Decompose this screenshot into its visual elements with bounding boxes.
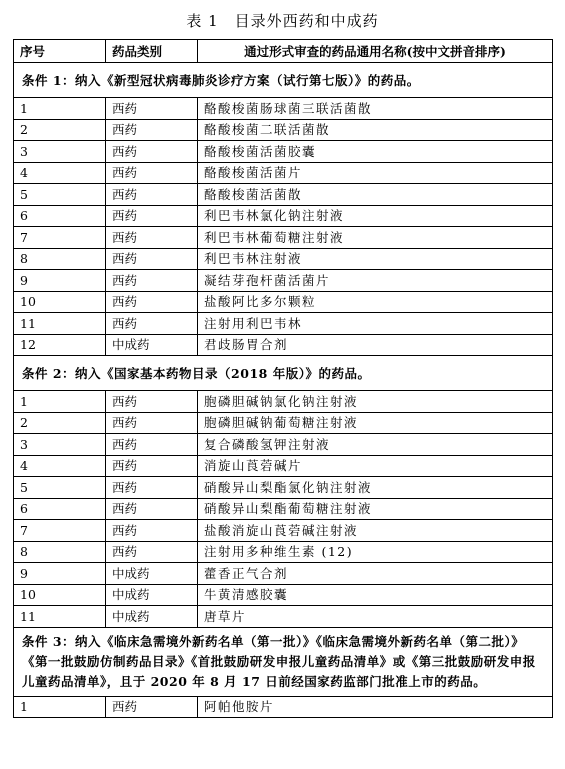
condition-row: [14, 356, 553, 391]
table-row: [14, 455, 553, 477]
row-category: 西药: [106, 498, 198, 520]
table-row: [14, 141, 553, 163]
table-row: [14, 313, 553, 335]
row-category: 西药: [106, 520, 198, 542]
table-row: [14, 477, 553, 499]
row-number: 2: [14, 412, 106, 434]
condition-text: 条件 3：纳入《临床急需境外新药名单（第一批）》《临床急需境外新药名单（第二批）》《第一批鼓励仿制药品目录》《首批鼓励研发申报儿童药品清单》或《第三批鼓励研发申报儿童药品清单》，且于 2020 年 8 月 17 日前经国家药监部门批准上市的药品。: [14, 627, 553, 696]
header-row: [14, 40, 553, 63]
row-number: 2: [14, 119, 106, 141]
row-number: 3: [14, 141, 106, 163]
row-category: 西药: [106, 541, 198, 563]
row-number: 6: [14, 205, 106, 227]
row-drug-name: 注射用多种维生素 (12): [198, 541, 553, 563]
table-row: [14, 248, 553, 270]
table-row: [14, 434, 553, 456]
row-drug-name: 注射用利巴韦林: [198, 313, 553, 335]
table-row: [14, 334, 553, 356]
table-row: [14, 541, 553, 563]
row-number: 7: [14, 520, 106, 542]
header-no: 序号: [14, 40, 106, 63]
table-row: [14, 227, 553, 249]
row-category: 西药: [106, 455, 198, 477]
row-number: 6: [14, 498, 106, 520]
condition-text: 条件 1：纳入《新型冠状病毒肺炎诊疗方案（试行第七版）》的药品。: [14, 63, 553, 98]
condition-row: [14, 63, 553, 98]
header-name: 通过形式审查的药品通用名称(按中文拼音排序): [198, 40, 553, 63]
row-category: 西药: [106, 412, 198, 434]
condition-row: [14, 627, 553, 696]
header-category: 药品类别: [106, 40, 198, 63]
table-row: [14, 696, 553, 718]
row-category: 中成药: [106, 584, 198, 606]
row-drug-name: 君歧肠胃合剂: [198, 334, 553, 356]
row-drug-name: 牛黄清感胶囊: [198, 584, 553, 606]
row-drug-name: 藿香正气合剂: [198, 563, 553, 585]
row-drug-name: 盐酸消旋山莨菪碱注射液: [198, 520, 553, 542]
table-row: [14, 98, 553, 120]
row-category: 西药: [106, 313, 198, 335]
row-category: 中成药: [106, 334, 198, 356]
row-number: 1: [14, 391, 106, 413]
row-drug-name: 酪酸梭菌肠球菌三联活菌散: [198, 98, 553, 120]
table-row: [14, 606, 553, 628]
row-drug-name: 阿帕他胺片: [198, 696, 553, 718]
table-row: [14, 205, 553, 227]
row-number: 9: [14, 270, 106, 292]
row-number: 11: [14, 606, 106, 628]
row-number: 3: [14, 434, 106, 456]
table-row: [14, 291, 553, 313]
row-category: 西药: [106, 434, 198, 456]
row-number: 4: [14, 455, 106, 477]
row-category: 西药: [106, 248, 198, 270]
row-number: 8: [14, 541, 106, 563]
row-drug-name: 硝酸异山梨酯氯化钠注射液: [198, 477, 553, 499]
row-category: 西药: [106, 205, 198, 227]
table-row: [14, 412, 553, 434]
row-category: 西药: [106, 291, 198, 313]
row-drug-name: 利巴韦林注射液: [198, 248, 553, 270]
row-category: 西药: [106, 162, 198, 184]
row-drug-name: 酪酸梭菌二联活菌散: [198, 119, 553, 141]
row-category: 西药: [106, 270, 198, 292]
row-drug-name: 利巴韦林葡萄糖注射液: [198, 227, 553, 249]
row-number: 5: [14, 184, 106, 206]
row-category: 西药: [106, 391, 198, 413]
row-drug-name: 利巴韦林氯化钠注射液: [198, 205, 553, 227]
table-row: [14, 162, 553, 184]
table-row: [14, 184, 553, 206]
row-drug-name: 酪酸梭菌活菌散: [198, 184, 553, 206]
table-row: [14, 520, 553, 542]
row-category: 中成药: [106, 563, 198, 585]
row-number: 9: [14, 563, 106, 585]
row-number: 4: [14, 162, 106, 184]
row-drug-name: 唐草片: [198, 606, 553, 628]
row-drug-name: 酪酸梭菌活菌胶囊: [198, 141, 553, 163]
row-number: 10: [14, 584, 106, 606]
row-category: 西药: [106, 227, 198, 249]
row-number: 11: [14, 313, 106, 335]
row-drug-name: 盐酸阿比多尔颗粒: [198, 291, 553, 313]
row-number: 7: [14, 227, 106, 249]
row-number: 10: [14, 291, 106, 313]
row-category: 西药: [106, 141, 198, 163]
table-title: 表 1 目录外西药和中成药: [186, 12, 379, 30]
row-category: 西药: [106, 696, 198, 718]
row-category: 西药: [106, 477, 198, 499]
table-row: [14, 270, 553, 292]
row-number: 12: [14, 334, 106, 356]
row-number: 8: [14, 248, 106, 270]
row-drug-name: 复合磷酸氢钾注射液: [198, 434, 553, 456]
row-number: 1: [14, 696, 106, 718]
table-row: [14, 563, 553, 585]
table-row: [14, 391, 553, 413]
row-category: 西药: [106, 119, 198, 141]
table-row: [14, 584, 553, 606]
row-category: 西药: [106, 98, 198, 120]
drug-table: [13, 39, 553, 718]
row-number: 1: [14, 98, 106, 120]
row-drug-name: 硝酸异山梨酯葡萄糖注射液: [198, 498, 553, 520]
condition-text: 条件 2：纳入《国家基本药物目录（2018 年版）》的药品。: [14, 356, 553, 391]
row-drug-name: 凝结芽孢杆菌活菌片: [198, 270, 553, 292]
row-drug-name: 消旋山莨菪碱片: [198, 455, 553, 477]
row-category: 中成药: [106, 606, 198, 628]
row-category: 西药: [106, 184, 198, 206]
table-row: [14, 119, 553, 141]
row-number: 5: [14, 477, 106, 499]
row-drug-name: 酪酸梭菌活菌片: [198, 162, 553, 184]
row-drug-name: 胞磷胆碱钠氯化钠注射液: [198, 391, 553, 413]
table-row: [14, 498, 553, 520]
row-drug-name: 胞磷胆碱钠葡萄糖注射液: [198, 412, 553, 434]
